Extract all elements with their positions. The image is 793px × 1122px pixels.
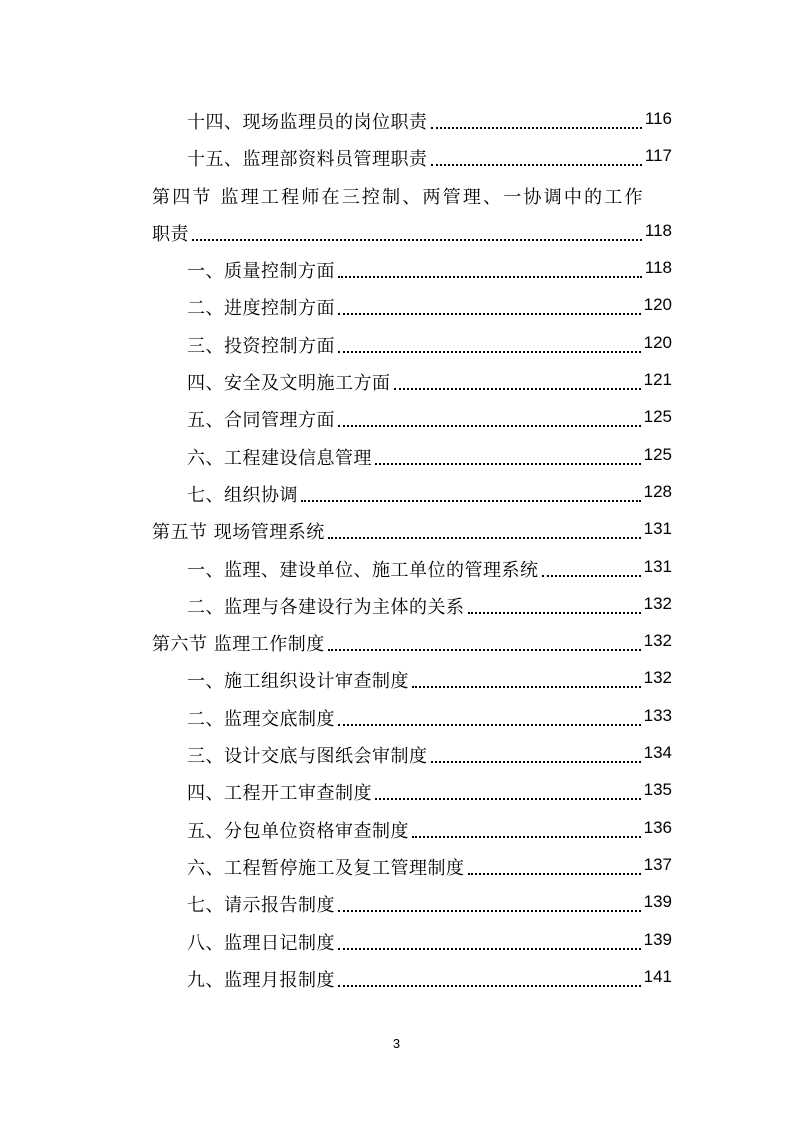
toc-entry-title: 一、质量控制方面 bbox=[187, 261, 335, 283]
toc-entry-page: 117 bbox=[644, 146, 672, 166]
toc-leader-dots bbox=[301, 500, 641, 502]
toc-entry-page: 125 bbox=[643, 444, 672, 464]
toc-entry-page: 116 bbox=[644, 109, 672, 128]
toc-entry-page: 132 bbox=[643, 593, 672, 613]
page-number: 3 bbox=[392, 1036, 401, 1051]
toc-entry-title: 七、组织协调 bbox=[187, 484, 298, 506]
toc-leader-dots bbox=[431, 127, 642, 129]
toc-entry[interactable] bbox=[0, 100, 793, 137]
toc-leader-dots bbox=[412, 836, 641, 838]
toc-entry-title: 五、分包单位资格审查制度 bbox=[187, 820, 409, 842]
toc-leader-dots bbox=[431, 761, 641, 763]
toc-leader-dots bbox=[338, 351, 641, 353]
toc-entry-page: 141 bbox=[643, 966, 672, 986]
toc-leader-dots bbox=[338, 910, 641, 912]
toc-entry-title: 三、投资控制方面 bbox=[187, 335, 335, 357]
toc-entry-page: 139 bbox=[643, 929, 672, 949]
toc-entry-page: 131 bbox=[643, 556, 672, 576]
toc-entry[interactable] bbox=[0, 510, 793, 547]
toc-entry-title: 二、监理与各建设行为主体的关系 bbox=[187, 596, 465, 618]
toc-leader-dots bbox=[192, 239, 642, 241]
toc-leader-dots bbox=[338, 313, 641, 315]
toc-entry[interactable] bbox=[0, 324, 793, 361]
toc-entry-title: 职责 bbox=[152, 223, 189, 245]
toc-entry[interactable] bbox=[0, 212, 793, 249]
toc-entry-page: 131 bbox=[643, 519, 672, 539]
toc-entry-page: 137 bbox=[643, 854, 672, 874]
toc-entry-page: 120 bbox=[643, 332, 672, 352]
toc-entry-title: 一、监理、建设单位、施工单位的管理系统 bbox=[187, 559, 539, 581]
toc-entry-title: 六、工程建设信息管理 bbox=[187, 447, 372, 469]
toc-leader-dots bbox=[394, 388, 641, 390]
toc-leader-dots bbox=[468, 873, 641, 875]
toc-entry[interactable] bbox=[0, 809, 793, 846]
toc-entry-page: 128 bbox=[643, 481, 672, 501]
toc-leader-dots bbox=[431, 164, 642, 166]
toc-entry-title: 五、合同管理方面 bbox=[187, 410, 335, 432]
toc-entry-page: 134 bbox=[643, 743, 672, 763]
toc-entry[interactable] bbox=[0, 361, 793, 398]
toc-entry-title: 第五节 现场管理系统 bbox=[152, 522, 325, 544]
toc-entry-title: 四、工程开工审查制度 bbox=[187, 783, 372, 805]
toc-entry[interactable] bbox=[0, 622, 793, 659]
toc-leader-dots bbox=[328, 537, 641, 539]
toc-entry[interactable] bbox=[0, 697, 793, 734]
toc-entry-title: 七、请示报告制度 bbox=[187, 895, 335, 917]
toc-entry-page: 139 bbox=[643, 892, 672, 912]
toc-entry[interactable] bbox=[0, 436, 793, 473]
toc-entry-title: 三、设计交底与图纸会审制度 bbox=[187, 746, 428, 768]
toc-leader-dots bbox=[375, 798, 641, 800]
toc-entry-title: 一、施工组织设计审查制度 bbox=[187, 671, 409, 693]
toc-entry-page: 118 bbox=[644, 258, 672, 278]
toc-entry-page: 133 bbox=[643, 705, 672, 725]
toc-leader-dots bbox=[338, 985, 641, 987]
toc-entry[interactable] bbox=[0, 846, 793, 883]
toc-entry[interactable] bbox=[0, 175, 793, 212]
toc-leader-dots bbox=[328, 649, 641, 651]
toc-entry[interactable] bbox=[0, 548, 793, 585]
toc-leader-dots bbox=[338, 948, 641, 950]
toc-entry-title: 十五、监理部资料员管理职责 bbox=[187, 149, 428, 171]
toc-entry[interactable] bbox=[0, 137, 793, 174]
toc-entry-title: 四、安全及文明施工方面 bbox=[187, 373, 391, 395]
toc-entry-title: 第六节 监理工作制度 bbox=[152, 634, 325, 656]
toc-entry[interactable] bbox=[0, 286, 793, 323]
toc-leader-dots bbox=[338, 425, 641, 427]
toc-leader-dots bbox=[468, 612, 641, 614]
toc-entry[interactable] bbox=[0, 659, 793, 696]
toc-leader-dots bbox=[412, 686, 641, 688]
toc-entry-page: 120 bbox=[643, 295, 672, 315]
toc-leader-dots bbox=[338, 724, 641, 726]
toc-entry-title: 六、工程暂停施工及复工管理制度 bbox=[187, 857, 465, 879]
toc-entry[interactable] bbox=[0, 585, 793, 622]
toc-entry-title: 二、监理交底制度 bbox=[187, 708, 335, 730]
toc-leader-dots bbox=[338, 276, 642, 278]
toc-entry[interactable] bbox=[0, 883, 793, 920]
table-of-contents bbox=[0, 100, 793, 995]
toc-entry-title: 八、监理日记制度 bbox=[187, 932, 335, 954]
toc-entry-page: 132 bbox=[643, 668, 672, 688]
toc-entry-page: 132 bbox=[643, 631, 672, 651]
toc-entry-title: 九、监理月报制度 bbox=[187, 969, 335, 991]
toc-entry-page: 135 bbox=[643, 780, 672, 800]
toc-leader-dots bbox=[375, 463, 641, 465]
toc-entry[interactable] bbox=[0, 921, 793, 958]
toc-entry-title: 第四节 监理工程师在三控制、两管理、一协调中的工作 bbox=[152, 186, 645, 208]
toc-entry-page: 118 bbox=[644, 220, 672, 240]
toc-entry[interactable] bbox=[0, 771, 793, 808]
toc-leader-dots bbox=[542, 575, 641, 577]
toc-entry-page: 125 bbox=[643, 407, 672, 427]
toc-entry-title: 十四、现场监理员的岗位职责 bbox=[187, 112, 428, 133]
toc-entry[interactable] bbox=[0, 473, 793, 510]
toc-entry-title: 二、进度控制方面 bbox=[187, 298, 335, 320]
toc-entry-page: 136 bbox=[643, 817, 672, 837]
toc-entry[interactable] bbox=[0, 398, 793, 435]
toc-entry-page: 121 bbox=[643, 370, 672, 390]
toc-entry[interactable] bbox=[0, 249, 793, 286]
toc-entry[interactable] bbox=[0, 958, 793, 995]
toc-entry[interactable] bbox=[0, 734, 793, 771]
